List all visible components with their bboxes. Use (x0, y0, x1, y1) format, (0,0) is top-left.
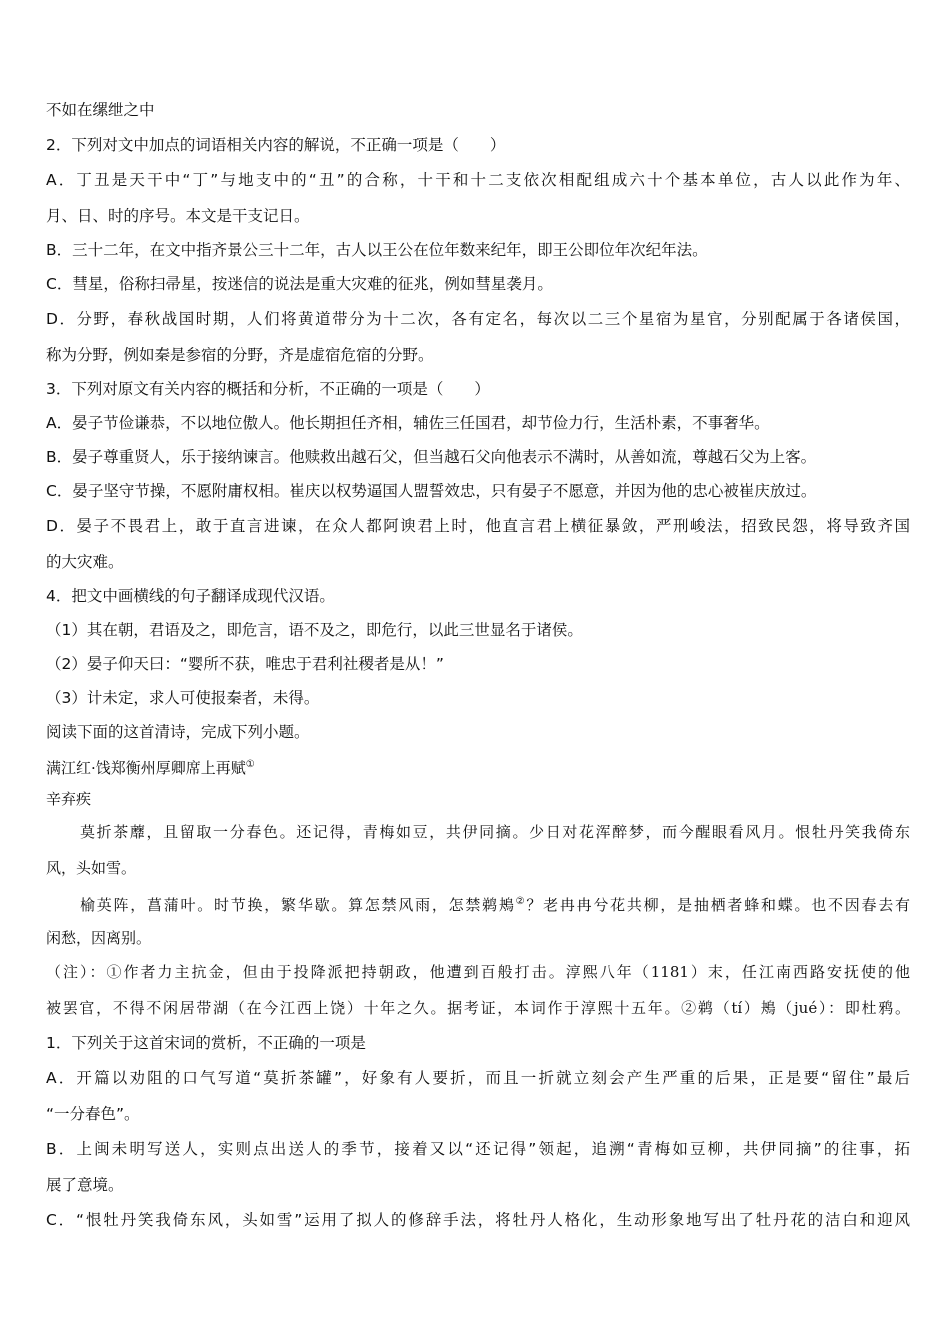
question-2: 2．下列对文中加点的词语相关内容的解说，不正确一项是（ ） (46, 136, 506, 154)
text-line: 不如在缧绁之中 (46, 101, 155, 119)
translation-item-3: （3）计未定，求人可使报秦者，未得。 (46, 689, 320, 707)
footnote-marker-1: ① (245, 759, 255, 770)
poem-author: 辛弃疾 (46, 790, 92, 808)
poem-title-text: 满江红·饯郑衡州厚卿席上再赋 (46, 759, 246, 777)
option-2b: B．三十二年，在文中指齐景公三十二年，古人以王公在位年数来纪年，即王公即位年次纪年法。 (46, 241, 708, 259)
poem-question-1: 1．下列关于这首宋词的赏析，不正确的一项是 (46, 1034, 366, 1052)
question-3: 3．下列对原文有关内容的概括和分析，不正确的一项是（ ） (46, 380, 490, 398)
poem-option-c: C．“恨牡丹笑我倚东风，头如雪”运用了拟人的修辞手法，将牡丹人格化，生动形象地写出了牡丹花的洁白和迎风 (46, 1211, 910, 1229)
option-3b: B．晏子尊重贤人，乐于接纳谏言。他赎救出越石父，但当越石父向他表示不满时，从善如流，尊越石父为上客。 (46, 448, 817, 466)
poem-title (46, 755, 910, 778)
option-2c: C．彗星，俗称扫帚星，按迷信的说法是重大灾难的征兆，例如彗星袭月。 (46, 275, 553, 293)
poem-option-b-cont: 展了意境。 (46, 1176, 124, 1194)
option-2a: A．丁丑是天干中“丁”与地支中的“丑”的合称，十干和十二支依次相配组成六十个基本单位，古人以此作为年、 (46, 171, 910, 189)
poem-stanza-2-part-a: 榆英阵，菖蒲叶。时节换，繁华歇。算怎禁风雨，怎禁鹈鴂 (80, 896, 516, 914)
poem-option-b: B．上闽未明写送人，实则点出送人的季节，接着又以“还记得”领起，追溯“青梅如豆柳，共伊同摘”的往事，拓 (46, 1140, 910, 1158)
poem-stanza-1-cont: 风，头如雪。 (46, 859, 137, 877)
option-3a: A．晏子节俭谦恭，不以地位傲人。他长期担任齐相，辅佐三任国君，却节俭力行，生活朴素，不事奢华。 (46, 414, 770, 432)
translation-item-1: （1）其在朝，君语及之，即危言，语不及之，即危行，以此三世显名于诸侯。 (46, 621, 583, 639)
option-2d-cont: 称为分野，例如秦是参宿的分野，齐是虚宿危宿的分野。 (46, 346, 434, 364)
option-2a-cont: 月、日、时的序号。本文是干支记日。 (46, 207, 310, 225)
poem-option-a-cont: “一分春色”。 (46, 1105, 140, 1123)
reading-instruction: 阅读下面的这首清诗，完成下列小题。 (46, 723, 310, 741)
option-2d: D．分野，春秋战国时期，人们将黄道带分为十二次，各有定名，每次以二三个星宿为星官，分别配属于各诸侯国， (46, 310, 910, 328)
poem-stanza-2 (80, 892, 910, 915)
poem-option-a: A．开篇以劝阻的口气写道“莫折茶罐”，好象有人要折，而且一折就立刻会产生严重的后果，正是要“留住”最后 (46, 1069, 910, 1087)
translation-item-2: （2）晏子仰天曰：“婴所不获，唯忠于君利社稷者是从！” (46, 655, 444, 673)
question-4: 4．把文中画横线的句子翻译成现代汉语。 (46, 587, 335, 605)
option-3d-cont: 的大灾难。 (46, 553, 124, 571)
option-3d: D．晏子不畏君上，敢于直言进谏，在众人都阿谀君上时，他直言君上横征暴敛，严刑峻法，招致民怨，将导致齐国 (46, 517, 910, 535)
poem-stanza-2-cont: 闲愁，因离别。 (46, 929, 152, 947)
footnote-marker-2: ② (515, 896, 527, 907)
poem-stanza-1: 莫折茶蘼，且留取一分春色。还记得，青梅如豆，共伊同摘。少日对花浑醉梦，而今醒眼看风月。恨牡丹笑我倚东 (80, 823, 910, 841)
option-3c: C．晏子坚守节操，不愿附庸权相。崔庆以权势逼国人盟誓效忠，只有晏子不愿意，并因为他的忠心被崔庆放过。 (46, 482, 817, 500)
poem-note-cont: 被罢官，不得不闲居带湖（在今江西上饶）十年之久。据考证，本词作于淳熙十五年。②鹈（tí）鴂（jué）：即杜鸦。 (46, 999, 910, 1017)
poem-note: （注）：①作者力主抗金，但由于投降派把持朝政，他遭到百般打击。淳熙八年（1181）末，任江南西路安抚使的他 (46, 963, 910, 981)
poem-stanza-2-part-b: ？老冉冉兮花共柳，是抽栖者蜂和蝶。也不因春去有 (526, 896, 910, 914)
